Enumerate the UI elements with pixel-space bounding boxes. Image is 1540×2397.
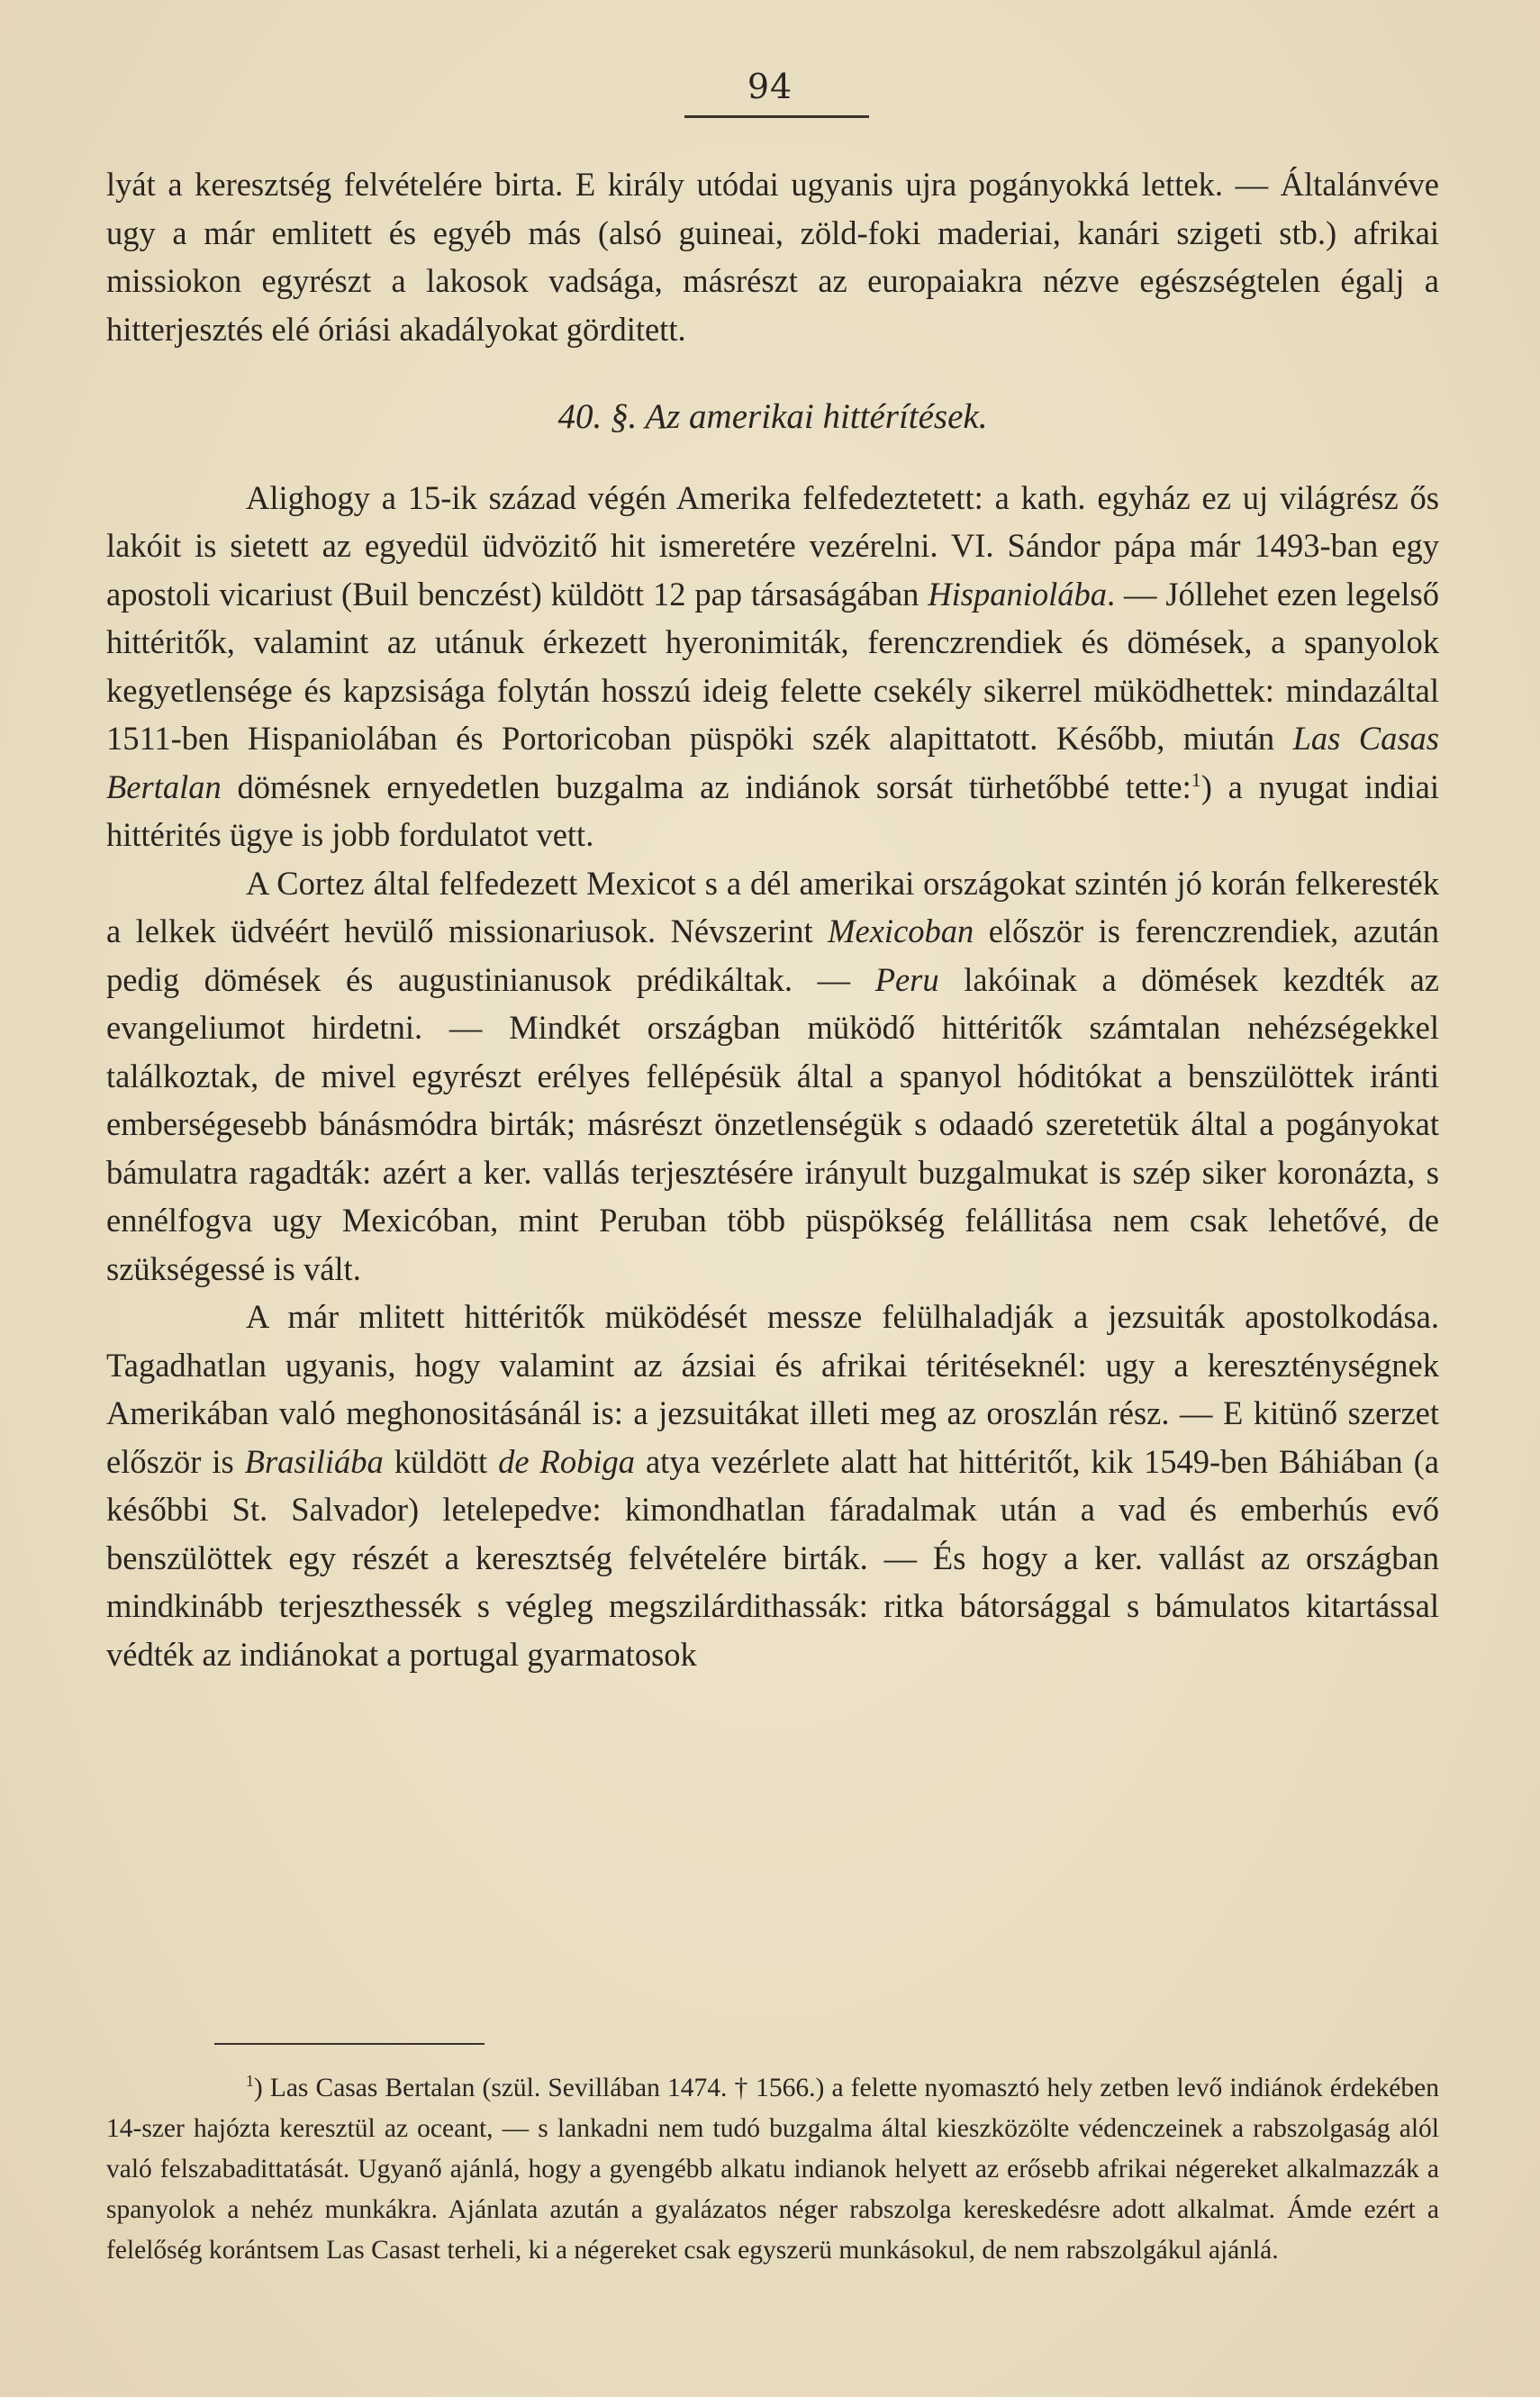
text-run: ) a nyugat indiai hittérités ügye is jobb fordulatot vett. [106, 767, 1439, 853]
text-run: küldött [383, 1442, 499, 1480]
text-run: . — Jóllehet ezen legelső hittéritők, valamint az utánuk érkezett hyeronimiták, ferenczrendiek és dömések, a spanyolok kegyetlensége és kapzsisága folytán hosszú ideig felette csekély sikerrel müködhettek: mindazáltal 1511-ben Hispaniolában és Portoricoban püspöki szék alapittatott. Később, miután [106, 575, 1439, 757]
italic-place: Brasiliába [244, 1442, 384, 1480]
text-run: A Cortez által felfedezett Mexicot s a dél amerikai országokat szintén jó korán felkeresték a lelkek üdvéért hevülő missionariusok. Névszerint [106, 864, 1439, 949]
footnote-marker: 1 [246, 2072, 254, 2091]
text-run: lyát a keresztség felvételére birta. E király utódai ugyanis ujra pogányokká lettek. — Általánvéve ugy a már emlitett és egyéb más (alsó guineai, zöld-foki maderiai, kanári szigeti stb.) afrikai missiokon egyrészt a lakosok vadsága, másrészt az europaiakra nézve egészségtelen égalj a hitterjesztés elé óriási akadályokat görditett. [106, 166, 1439, 348]
page-number: 94 [747, 67, 793, 106]
italic-person: Las Casas Bertalan [106, 720, 1439, 805]
text-run: Alighogy a 15-ik század végén Amerika felfedeztetett: a kath. egyház ez uj világrész ős lakóit is sietett az egyedül üdvözitő hit ismeretére vezérelni. VI. Sándor pápa már 1493-ban egy apostoli vicariust (Buil benczést) küldött 12 pap társaságában [106, 478, 1439, 613]
text-run: dömésnek ernyedetlen buzgalma az indiánok sorsát türhetőbbé tette: [221, 767, 1191, 805]
italic-place: Hispaniolába [928, 575, 1108, 613]
header-rule [684, 115, 869, 118]
footnotes [106, 2068, 1439, 2271]
footnote-rule [214, 2043, 485, 2045]
text-run: először is ferenczrendiek, azután pedig dömések és augustinianusok prédikáltak. — [106, 912, 1439, 998]
body-text [106, 160, 1439, 1678]
paragraph [106, 859, 1439, 1294]
text-run: atya vezérlete alatt hat hittéritőt, kik 1549-ben Báhiában (a későbbi St. Salvador) letelepedve: kimondhatlan fáradalmak után a vad és emberhús evő benszülöttek egy részét a keresztség felvételére birták. — És hogy a ker. vallást az országban mindkinább terjeszthessék s végleg megszilárdithassák: ritka bátorsággal s bámulatos kitartással védték az indiánokat a portugal gyarmatosok [106, 1442, 1439, 1673]
paragraph [106, 1293, 1439, 1678]
footnote-text: ) Las Casas Bertalan (szül. Sevillában 1474. † 1566.) a felette nyomasztó hely zetben levő indiánok érdekében 14-szer hajózta keresztül az oceant, — s lankadni nem tudó buzgalma által kieszközölte védenczeinek a rabszolgaság alól való felszabadittatását. Ugyanő ajánlá, hogy a gyengébb alkatu indianok helyett az erősebb afrikai négereket alkalmazzák a spanyolok a nehéz munkákra. Ajánlata azután a gyalázatos néger rabszolga kereskedésre adott alkalmat. Ámde ezért a felelőség korántsem Las Casast terheli, ki a négereket csak egyszerü munkásokul, de nem rabszolgákul ajánlá. [106, 2074, 1439, 2265]
italic-place: Mexicoban [828, 912, 974, 949]
text-run: lakóinak a dömések kezdték az evangeliumot hirdetni. — Mindkét országban müködő hittéritők számtalan nehézségekkel találkoztak, de mivel egyrészt erélyes fellépésük által a spanyol hóditókat a benszülöttek iránti emberségesebb bánásmódra birták; másrészt önzetlenségük s odaadó szeretetük által a pogányokat bámulatra ragadták: azért a ker. vallás terjesztésére irányult buzgalmukat is szép siker koronázta, s ennélfogva ugy Mexicóban, mint Peruban több püspökség felállitása nem csak lehetővé, de szükségessé is vált. [106, 960, 1439, 1287]
section-heading: 40. §. Az amerikai hittérítések. [557, 397, 988, 436]
italic-place: Peru [874, 960, 939, 998]
footnote-reference: 1 [1191, 767, 1201, 791]
footnote [106, 2068, 1439, 2271]
italic-person: de Robiga [498, 1442, 635, 1480]
text-run: A már mlitett hittéritők müködését messze felülhaladják a jezsuiták apostolkodása. Tagadhatlan ugyanis, hogy valamint az ázsiai és afrikai téritéseknél: ugy a kereszténységnek Amerikában való meghonositásánál is: a jezsuitákat illeti meg az oroszlán rész. — E kitünő szerzet először is [106, 1298, 1439, 1480]
paragraph-continuation [106, 160, 1439, 353]
paragraph [106, 474, 1439, 859]
